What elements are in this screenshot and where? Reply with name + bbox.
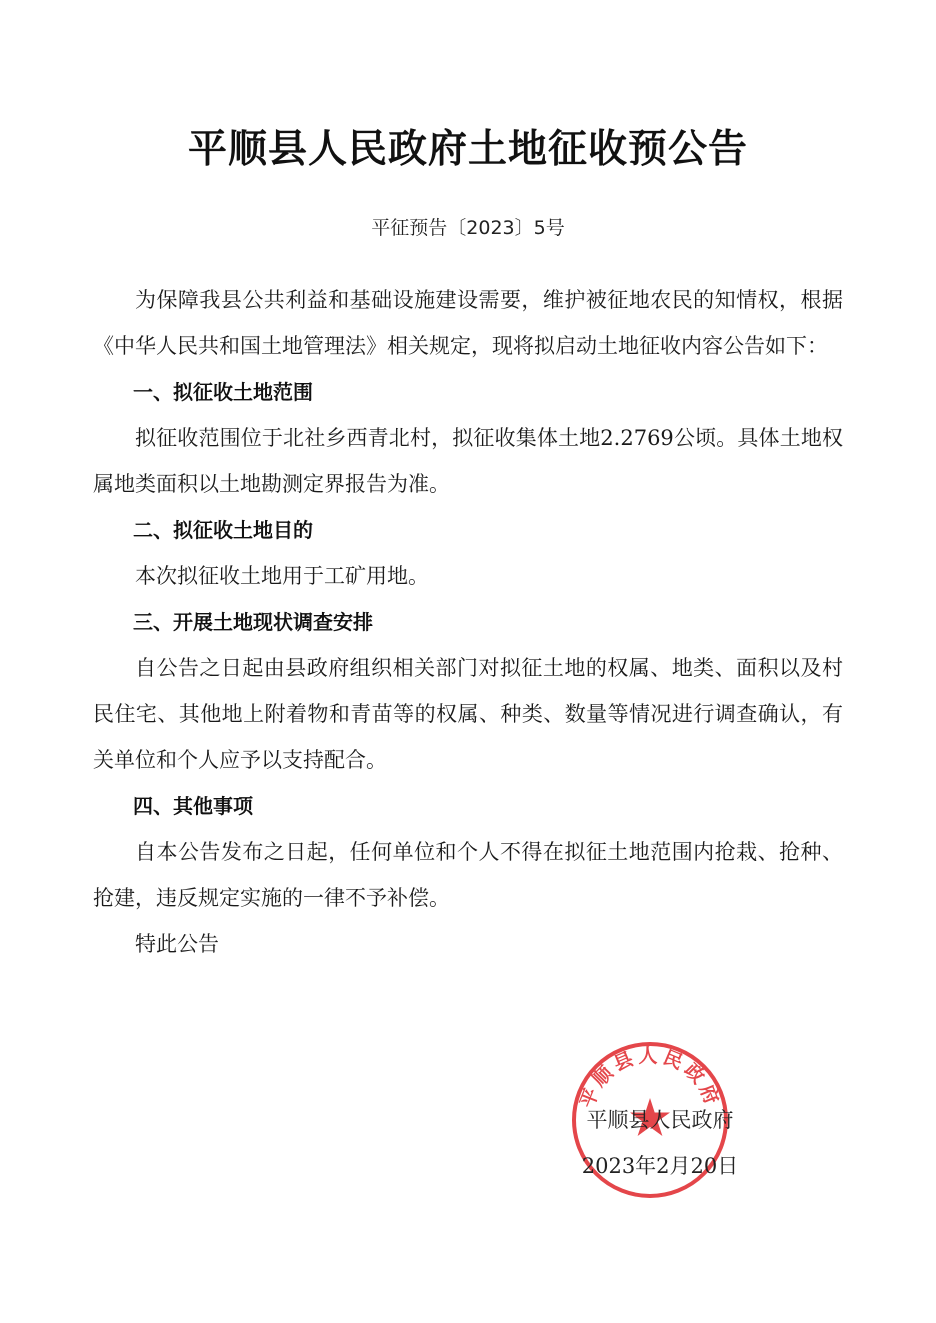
document-title: 平顺县人民政府土地征收预公告: [187, 127, 748, 172]
section-4-text: 自本公告发布之日起，任何单位和个人不得在拟征土地范围内抢栽、抢种、抢建，违反规定实施的一律不予补偿。: [93, 840, 843, 910]
issuer-name: 平顺县人民政府: [586, 1108, 734, 1132]
intro-paragraph: 为保障我县公共利益和基础设施建设需要，维护被征地农民的知情权，根据《中华人民共和国土地管理法》相关规定，现将拟启动土地征收内容公告如下：: [93, 288, 843, 358]
issue-date: 2023年2月20日: [581, 1154, 739, 1178]
seal-text: 平顺县人民政府: [576, 1045, 724, 1112]
section-2-text: 本次拟征收土地用于工矿用地。: [135, 564, 429, 588]
section-3-heading: 三、开展土地现状调查安排: [133, 610, 373, 634]
document-body: [93, 277, 843, 967]
section-1-text: 拟征收范围位于北社乡西青北村，拟征收集体土地2.2769公顷。具体土地权属地类面积以土地勘测定界报告为准。: [93, 426, 843, 496]
signature-block: [560, 1097, 760, 1189]
section-1-heading: 一、拟征收土地范围: [133, 380, 313, 404]
section-2-heading: 二、拟征收土地目的: [133, 518, 313, 542]
document-number: 平征预告〔2023〕5号: [371, 217, 565, 239]
section-3-text: 自公告之日起由县政府组织相关部门对拟征土地的权属、地类、面积以及村民住宅、其他地上附着物和青苗等的权属、种类、数量等情况进行调查确认，有关单位和个人应予以支持配合。: [93, 656, 843, 772]
closing-text: 特此公告: [135, 932, 219, 956]
section-4-heading: 四、其他事项: [133, 794, 253, 818]
